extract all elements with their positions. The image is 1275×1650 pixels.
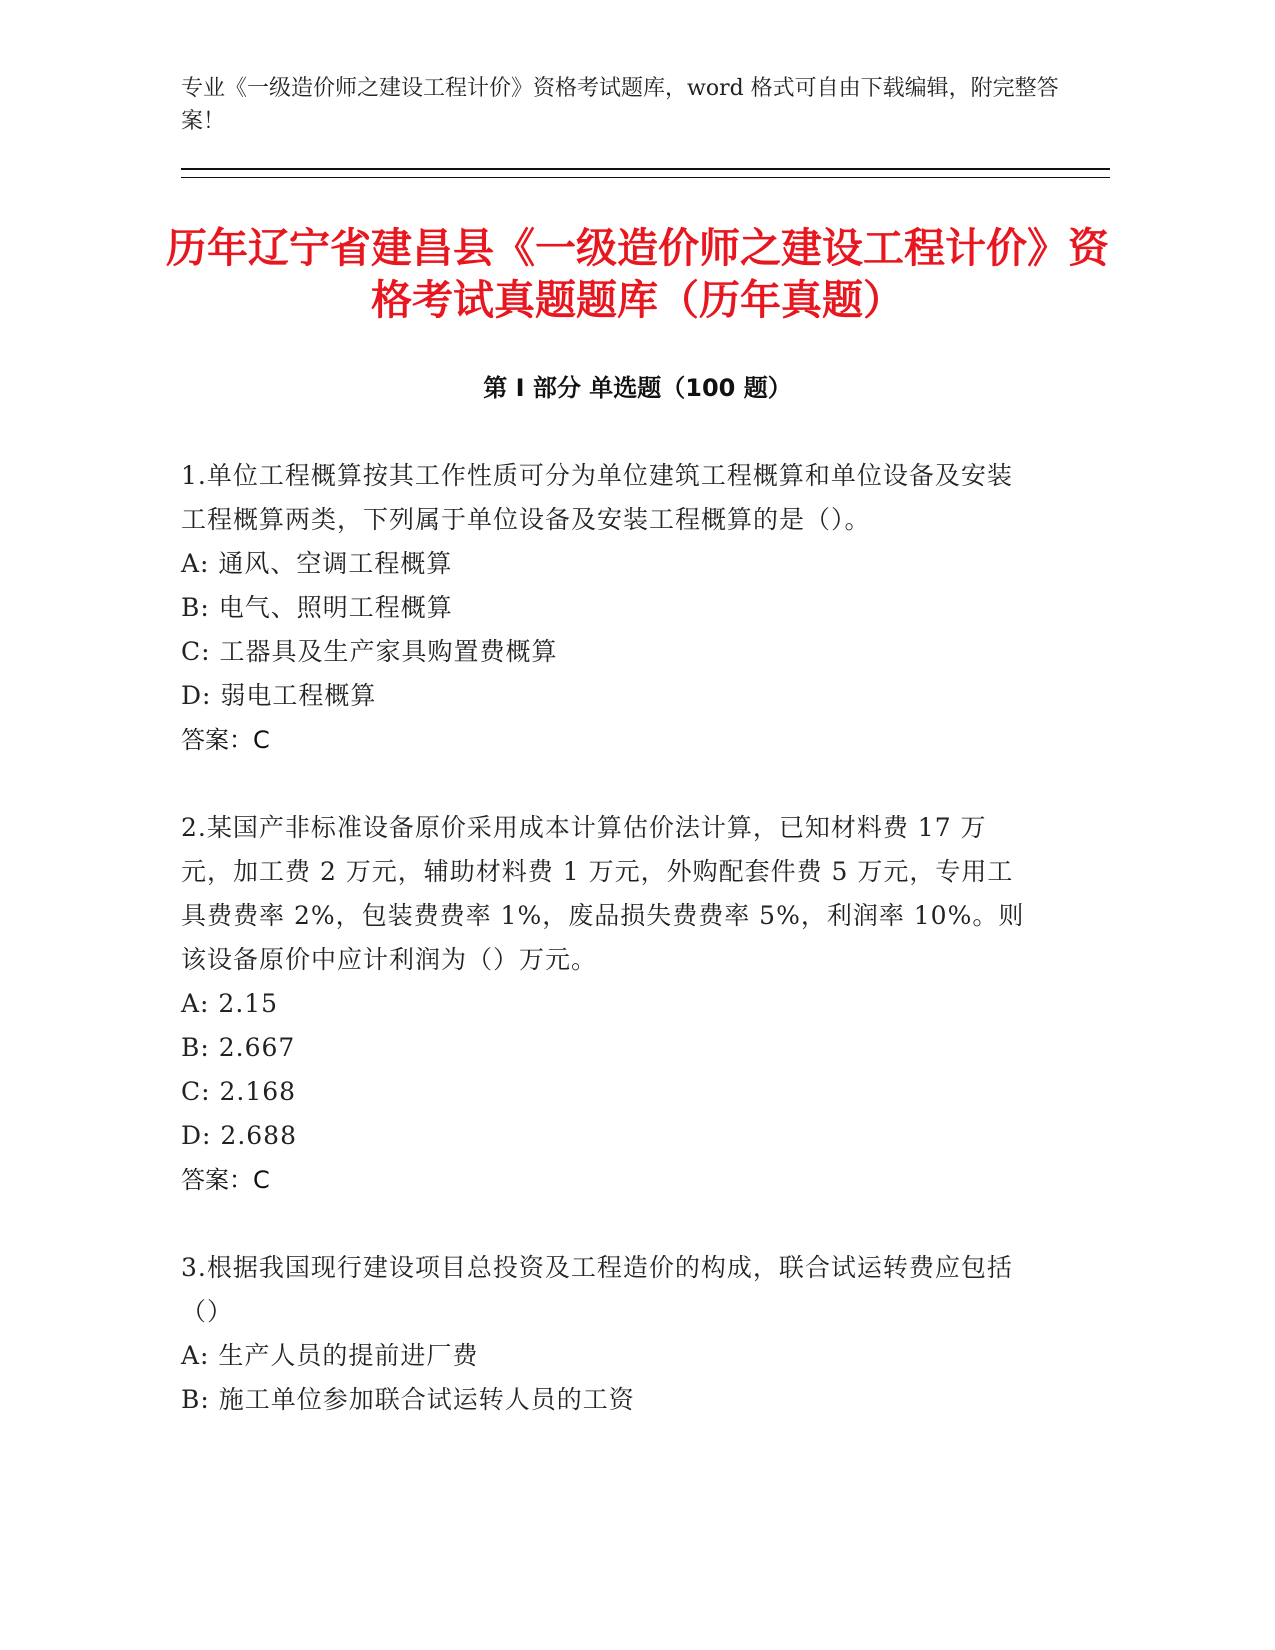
header-rule-thick — [181, 168, 1110, 170]
section-title: 第 I 部分 单选题（100 题） — [483, 374, 792, 402]
document-title: 历年辽宁省建昌县《一级造价师之建设工程计价》资格考试真题题库（历年真题） — [166, 224, 1109, 324]
question-stem: 2.某国产非标准设备原价采用成本计算估价法计算，已知材料费 17 万元，加工费 2 万元，辅助材料费 1 万元，外购配套件费 5 万元，专用工具费费率 2%，包装费费率 1%，废品损失费费率 5%，利润率 10%。则该设备原价中应计利润为（）万元。 — [181, 813, 1025, 974]
question-2 — [181, 806, 1031, 1202]
answer: 答案：C — [181, 1166, 270, 1194]
question-3 — [181, 1246, 1031, 1422]
option-c: C: 2.168 — [181, 1077, 297, 1106]
question-stem: 3.根据我国现行建设项目总投资及工程造价的构成，联合试运转费应包括（） — [181, 1253, 1013, 1326]
option-b: B: 电气、照明工程概算 — [181, 593, 453, 622]
answer: 答案：C — [181, 726, 270, 754]
question-1 — [181, 454, 1031, 762]
question-list — [181, 454, 1031, 1466]
option-c: C: 工器具及生产家具购置费概算 — [181, 637, 558, 666]
option-a: A: 生产人员的提前进厂费 — [181, 1341, 479, 1370]
option-b: B: 施工单位参加联合试运转人员的工资 — [181, 1385, 635, 1414]
option-a: A: 通风、空调工程概算 — [181, 549, 453, 578]
option-b: B: 2.667 — [181, 1033, 296, 1062]
header-rule-thin — [181, 177, 1110, 178]
option-a: A: 2.15 — [181, 989, 279, 1018]
option-d: D: 2.688 — [181, 1121, 297, 1150]
option-d: D: 弱电工程概算 — [181, 681, 377, 710]
header-note: 专业《一级造价师之建设工程计价》资格考试题库，word 格式可自由下载编辑，附完整答案！ — [181, 76, 1059, 134]
question-stem: 1.单位工程概算按其工作性质可分为单位建筑工程概算和单位设备及安装工程概算两类，下列属于单位设备及安装工程概算的是（）。 — [181, 461, 1013, 534]
